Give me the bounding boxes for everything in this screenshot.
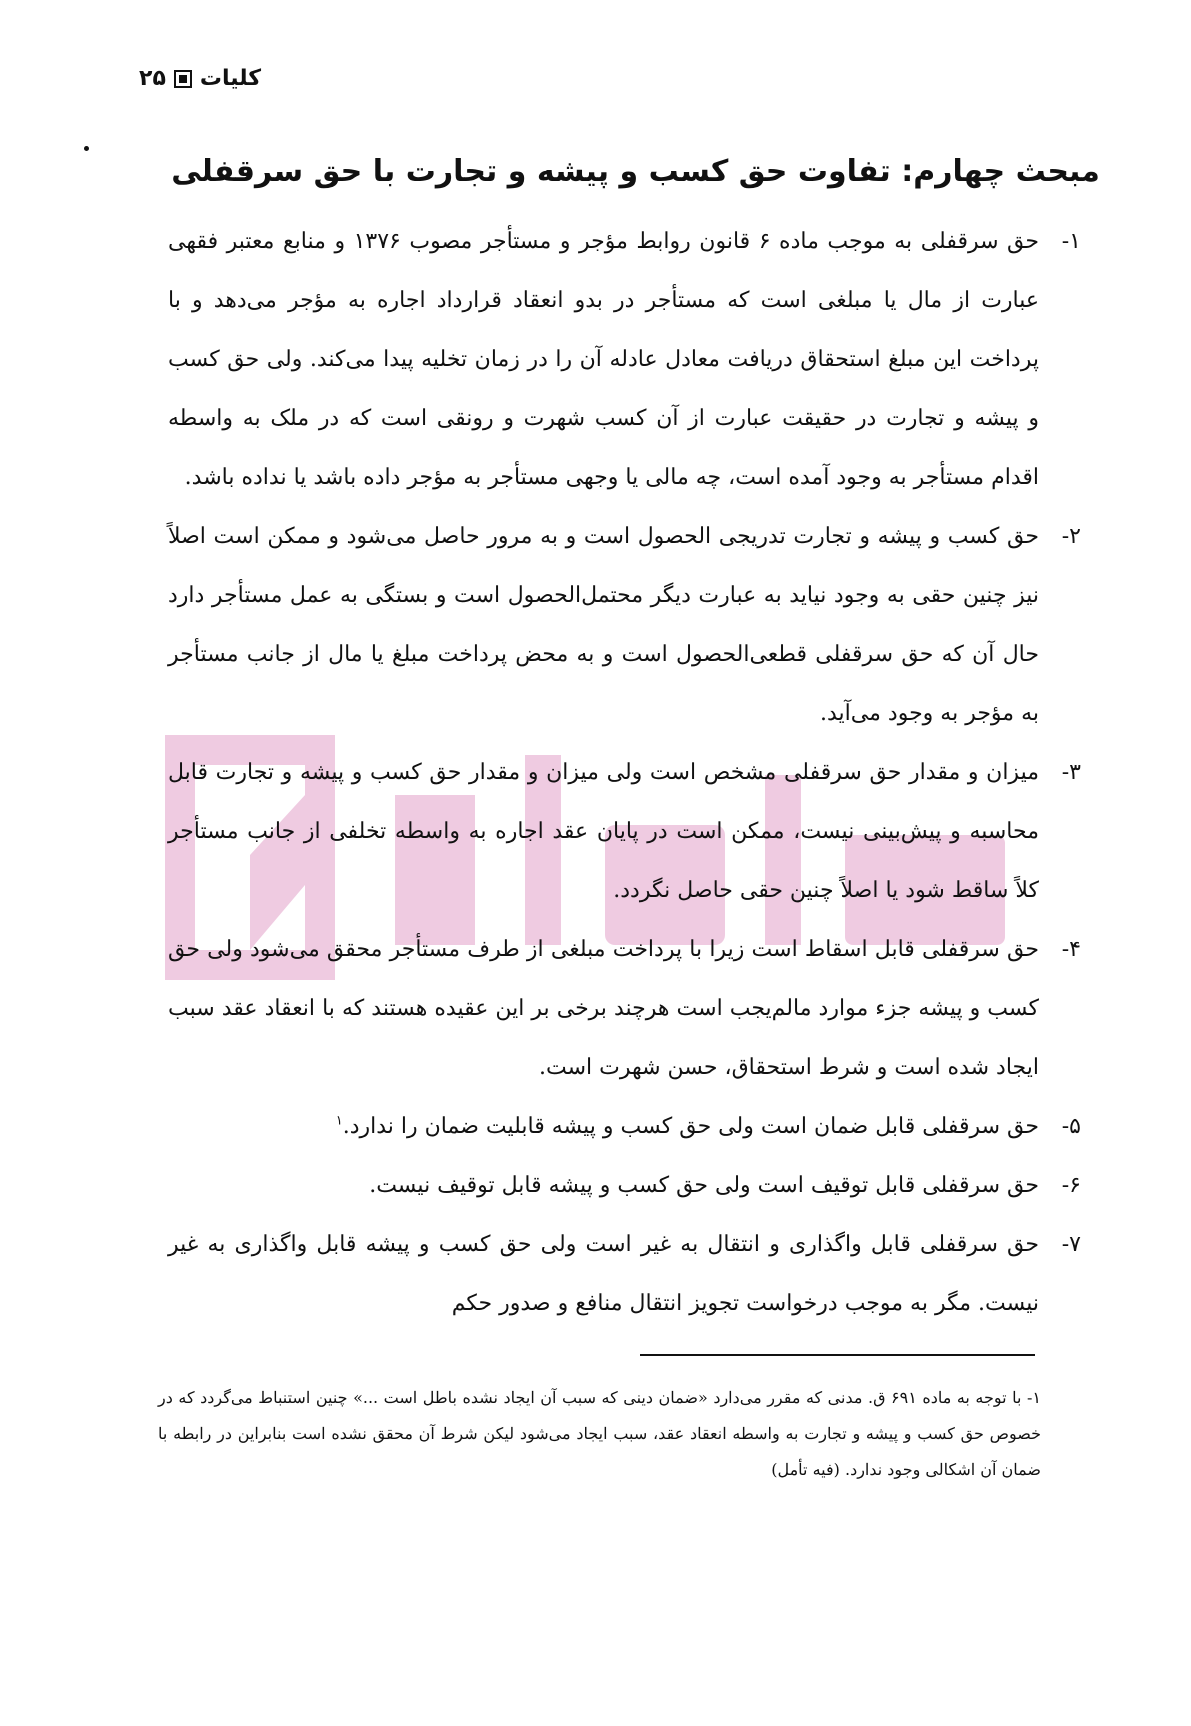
footnote-divider [640,1354,1035,1356]
list-item [168,507,1081,743]
item-text: حق سرقفلی قابل اسقاط است زیرا با پرداخت مبلغی از طرف مستأجر محقق می‌شود ولی حق کسب و پیشه جزء موارد مالم‌یجب است هرچند برخی بر این عقیده هستند که با انعقاد عقد سبب ایجاد شده است و شرط استحقاق، حسن شهرت است. [168,937,1039,1080]
footnote: ۱- با توجه به ماده ۶۹۱ ق. مدنی که مقرر می‌دارد «ضمان دینی که سبب آن ایجاد نشده باطل است ...» چنین استنباط می‌گردد که در خصوص حق کسب و پیشه و تجارت به واسطه انعقاد عقد، سبب ایجاد می‌شود لیکن شرط آن محقق نشده است بنابراین در رابطه با ضمان آن اشکالی وجود ندارد. (فیه تأمل) [158,1388,1041,1479]
item-text: حق سرقفلی قابل ضمان است ولی حق کسب و پیشه قابلیت ضمان را ندارد. [342,1114,1039,1139]
item-number: ۲- [1061,524,1081,549]
item-text: حق سرقفلی قابل توقیف است ولی حق کسب و پیشه قابل توقیف نیست. [369,1173,1039,1198]
item-number: ۵- [1061,1114,1081,1139]
item-number: ۶- [1061,1173,1081,1198]
list-item [168,212,1081,507]
item-number: ۷- [1061,1232,1081,1257]
list-item [168,743,1081,920]
list-item [168,1156,1081,1215]
stray-dot [84,146,89,151]
page-number: ۲۵ [139,66,166,91]
item-text: حق سرقفلی به موجب ماده ۶ قانون روابط مؤجر و مستأجر مصوب ۱۳۷۶ و منابع معتبر فقهی عبارت از مال یا مبلغی است که مستأجر در بدو انعقاد قرارداد اجاره به مؤجر می‌دهد و با پرداخت این مبلغ استحقاق دریافت معادل عادله آن را در زمان تخلیه پیدا می‌کند. ولی حق کسب و پیشه و تجارت در حقیقت عبارت از آن کسب شهرت و رونقی است که در ملک به واسطه اقدام مستأجر به وجود آمده است، چه مالی یا وجهی مستأجر به مؤجر داده باشد یا نداده باشد. [168,229,1039,490]
square-bullet-icon [174,70,192,88]
header-section: کلیات [199,66,261,91]
numbered-list [168,212,1081,1333]
running-header [139,66,261,91]
list-item [168,1215,1081,1333]
item-text: حق کسب و پیشه و تجارت تدریجی الحصول است و به مرور حاصل می‌شود و ممکن است اصلاً نیز چنین حقی به وجود نیاید به عبارت دیگر محتمل‌الحصول است و بستگی به عمل مستأجر دارد حال آن که حق سرقفلی قطعی‌الحصول است و به محض پرداخت مبلغ یا مال از جانب مستأجر به مؤجر به وجود می‌آید. [168,524,1039,726]
item-number: ۱- [1061,229,1081,254]
list-item [168,1097,1081,1156]
item-number: ۳- [1061,760,1081,785]
item-text: میزان و مقدار حق سرقفلی مشخص است ولی میزان و مقدار حق کسب و پیشه و تجارت قابل محاسبه و پیش‌بینی نیست، ممکن است در پایان عقد اجاره به واسطه تخلفی از جانب مستأجر کلاً ساقط شود یا اصلاً چنین حقی حاصل نگردد. [168,760,1039,903]
list-item [168,920,1081,1097]
item-text: حق سرقفلی قابل واگذاری و انتقال به غیر است ولی حق کسب و پیشه قابل واگذاری به غیر نیست. مگر به موجب درخواست تجویز انتقال منافع و صدور حکم [168,1232,1039,1316]
item-number: ۴- [1061,937,1081,962]
section-title: مبحث چهارم: تفاوت حق کسب و پیشه و تجارت با حق سرقفلی [171,154,1100,189]
footnote-reference[interactable]: ۱ [335,1113,343,1129]
